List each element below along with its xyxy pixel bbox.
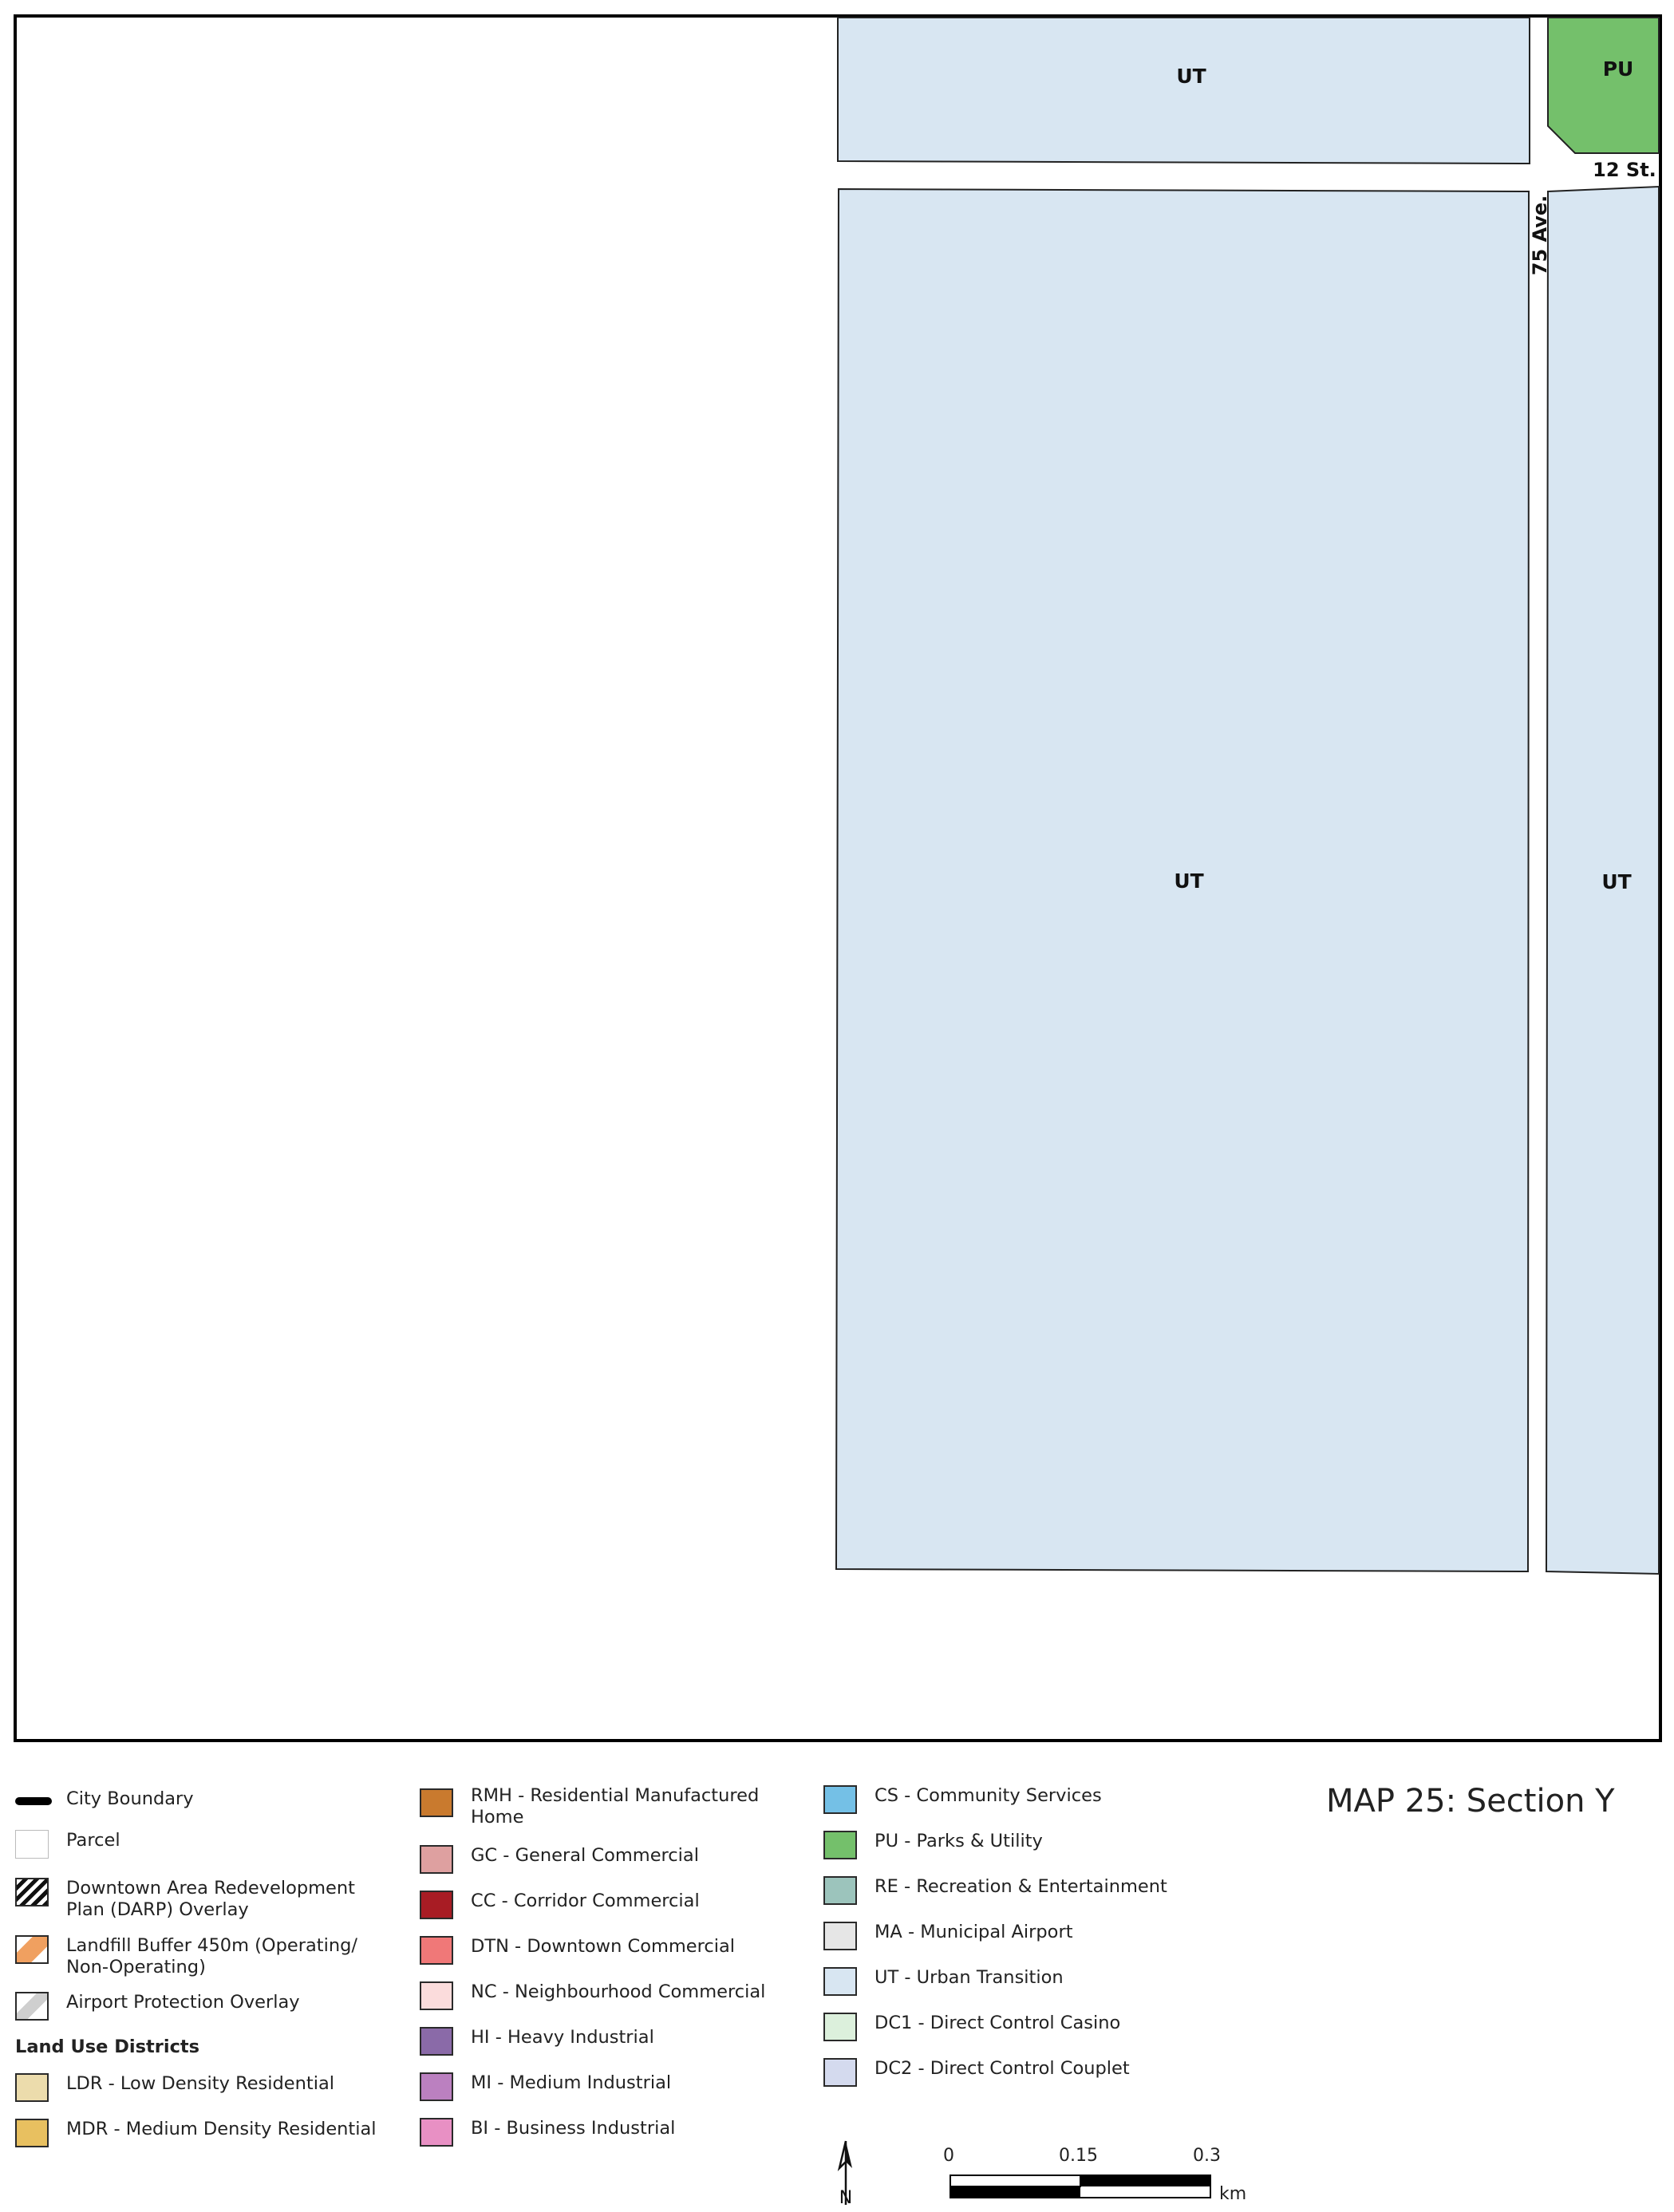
legend-label: RE - Recreation & Entertainment xyxy=(875,1876,1167,1897)
legend-pu xyxy=(823,1831,1218,1859)
parcel-symbol xyxy=(15,1830,49,1859)
bi-swatch xyxy=(420,2118,453,2147)
legend-label: CC - Corridor Commercial xyxy=(471,1891,700,1911)
legend-dc2 xyxy=(823,2058,1218,2087)
legend-nc xyxy=(420,1981,814,2010)
cc-swatch xyxy=(420,1891,453,1919)
legend-bi xyxy=(420,2118,814,2147)
scale-tick-0: 0 xyxy=(943,2146,954,2166)
legend-label: BI - Business Industrial xyxy=(471,2118,676,2139)
legend-label: Landfill Buffer 450m (Operating/ Non-Operating) xyxy=(66,1935,357,1977)
zone-label: UT xyxy=(1601,870,1632,893)
legend-ldr xyxy=(15,2073,409,2102)
hi-swatch xyxy=(420,2027,453,2056)
legend-ut xyxy=(823,1967,1218,1996)
darp-hatch-symbol xyxy=(15,1878,49,1906)
gc-swatch xyxy=(420,1845,453,1874)
legend-ma xyxy=(823,1922,1218,1950)
street-label-75-ave: 75 Ave. xyxy=(1529,195,1551,276)
re-swatch xyxy=(823,1876,857,1905)
legend-label: City Boundary xyxy=(66,1788,194,1809)
legend-label: NC - Neighbourhood Commercial xyxy=(471,1981,766,2002)
legend-label: GC - General Commercial xyxy=(471,1845,699,1866)
legend-label: DC1 - Direct Control Casino xyxy=(875,2013,1121,2033)
legend-label: RMH - Residential Manufactured Home xyxy=(471,1785,760,1828)
airport-hatch-symbol xyxy=(15,1992,49,2021)
dc1-swatch xyxy=(823,2013,857,2041)
legend-label: Airport Protection Overlay xyxy=(66,1992,300,2013)
legend-label: DTN - Downtown Commercial xyxy=(471,1936,736,1957)
parcel-ut-main[interactable] xyxy=(836,189,1529,1571)
legend-re xyxy=(823,1876,1218,1905)
scale-tick-0-3: 0.3 xyxy=(1193,2146,1221,2166)
legend-gc xyxy=(420,1845,814,1874)
legend-heading-districts: Land Use Districts xyxy=(15,2037,200,2057)
legend-darp-overlay xyxy=(15,1878,369,1921)
legend-label: MI - Medium Industrial xyxy=(471,2072,672,2093)
dtn-swatch xyxy=(420,1936,453,1965)
legend-hi xyxy=(420,2027,814,2056)
pu-swatch xyxy=(823,1831,857,1859)
legend-airport-overlay xyxy=(15,1992,409,2021)
legend-label: PU - Parks & Utility xyxy=(875,1831,1043,1851)
rmh-swatch xyxy=(420,1788,453,1817)
north-label: N xyxy=(839,2188,853,2208)
map-title: MAP 25: Section Y xyxy=(1326,1783,1615,1820)
mi-swatch xyxy=(420,2072,453,2101)
parcel-ut-top[interactable] xyxy=(838,18,1530,164)
legend-label: DC2 - Direct Control Couplet xyxy=(875,2058,1130,2079)
legend-label: Parcel xyxy=(66,1830,120,1851)
mdr-swatch xyxy=(15,2119,49,2147)
legend-label: MA - Municipal Airport xyxy=(875,1922,1073,1942)
nc-swatch xyxy=(420,1981,453,2010)
legend-dc1 xyxy=(823,2013,1218,2041)
legend-mdr xyxy=(15,2119,409,2147)
legend-cs xyxy=(823,1785,1218,1814)
ma-swatch xyxy=(823,1922,857,1950)
legend-mi xyxy=(420,2072,814,2101)
legend-label: HI - Heavy Industrial xyxy=(471,2027,654,2048)
scale-bar-graphic xyxy=(950,2174,1213,2202)
ut-swatch xyxy=(823,1967,857,1996)
north-arrow-icon xyxy=(830,2138,862,2208)
legend-parcel xyxy=(15,1830,409,1859)
zone-label: UT xyxy=(1176,65,1206,88)
scale-unit: km xyxy=(1219,2184,1247,2204)
zone-label: PU xyxy=(1602,57,1634,81)
cs-swatch xyxy=(823,1785,857,1814)
parcel-ut-east[interactable] xyxy=(1546,187,1659,1574)
legend-rmh xyxy=(420,1785,790,1828)
dc2-swatch xyxy=(823,2058,857,2087)
legend-label: CS - Community Services xyxy=(875,1785,1102,1806)
street-label-12-st: 12 St. xyxy=(1593,159,1656,181)
legend-label: LDR - Low Density Residential xyxy=(66,2073,335,2094)
legend-label: UT - Urban Transition xyxy=(875,1967,1064,1988)
legend-label: Downtown Area Redevelopment Plan (DARP) Overlay xyxy=(66,1878,355,1920)
scale-tick-0-15: 0.15 xyxy=(1059,2146,1098,2166)
city-boundary-symbol xyxy=(15,1797,52,1805)
legend-cc xyxy=(420,1891,814,1919)
parcel-pu[interactable] xyxy=(1548,18,1659,153)
legend-city-boundary xyxy=(15,1788,409,1810)
ldr-swatch xyxy=(15,2073,49,2102)
landfill-hatch-symbol xyxy=(15,1935,49,1964)
legend-label: MDR - Medium Density Residential xyxy=(66,2119,377,2139)
legend-landfill-buffer xyxy=(15,1935,377,1978)
legend-dtn xyxy=(420,1936,814,1965)
zone-label: UT xyxy=(1174,869,1204,893)
